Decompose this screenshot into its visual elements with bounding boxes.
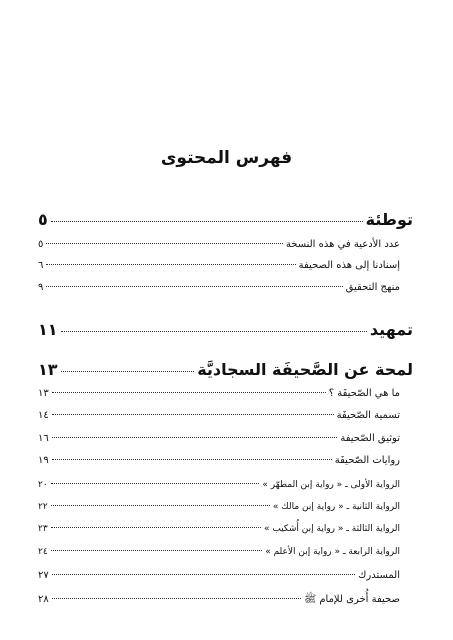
toc-entry[interactable]	[38, 360, 413, 379]
toc-entry-label: الرواية الأولى ـ « رواية إبن المطهّر »	[262, 480, 400, 490]
toc-entry-label: روايات الصّحيفَة	[334, 455, 400, 466]
toc-entry-page: ١٩	[38, 455, 49, 466]
toc-entry[interactable]	[38, 239, 400, 250]
toc-leader-dots	[52, 458, 332, 460]
toc-entry-page: ٢٨	[38, 594, 49, 605]
toc-entry[interactable]	[38, 547, 400, 557]
toc-entry[interactable]	[38, 410, 400, 421]
toc-entry[interactable]	[38, 320, 413, 339]
toc-leader-dots	[51, 504, 270, 506]
toc-leader-dots	[46, 263, 295, 265]
toc-entry-page: ٢٠	[38, 480, 48, 490]
toc-entry[interactable]	[38, 455, 400, 466]
toc-entry-page: ٢٤	[38, 547, 48, 557]
toc-leader-dots	[51, 526, 261, 528]
toc-entry[interactable]	[38, 593, 400, 607]
toc-leader-dots	[51, 482, 260, 484]
toc-entry-page: ١٤	[38, 410, 49, 421]
page-title: فهرس المحتوى	[160, 148, 293, 168]
toc-leader-dots	[46, 242, 283, 244]
toc-leader-dots	[51, 220, 363, 222]
toc-entry-label: الرواية الرابعة ـ « رواية إبن الأعلم »	[265, 547, 400, 557]
toc-entry-label: تمهيد	[369, 320, 413, 339]
toc-entry-page: ٥	[38, 239, 44, 250]
toc-leader-dots	[46, 285, 342, 287]
toc-entry[interactable]	[38, 388, 400, 399]
toc-entry-page: ٩	[38, 282, 44, 293]
toc-leader-dots	[51, 549, 263, 551]
toc-entry-page: ١١	[38, 320, 58, 339]
toc-entry[interactable]	[38, 260, 400, 271]
toc-entry-label: المستدرك	[358, 570, 400, 581]
toc-entry[interactable]	[38, 433, 400, 444]
toc-entry-label: توثيق الصّحيفة	[340, 433, 400, 444]
toc-entry-page: ٢٧	[38, 570, 49, 581]
toc-leader-dots	[52, 436, 338, 438]
toc-entry-label: إسنادنا إلى هذه الصحيفة	[298, 260, 400, 271]
toc-entry[interactable]	[38, 524, 400, 534]
toc-entry-label: الرواية الثالثة ـ « رواية إبن أُشكيب »	[264, 524, 400, 534]
toc-entry[interactable]	[38, 282, 400, 293]
toc-entry-page: ٢٣	[38, 524, 48, 534]
toc-entry-page: ١٣	[38, 360, 58, 379]
toc-leader-dots	[52, 573, 355, 575]
toc-entry-label: توطئة	[365, 210, 413, 229]
toc-entry[interactable]	[38, 210, 413, 229]
toc-entry-label: الرواية الثانية ـ « رواية إبن مالك »	[272, 502, 400, 512]
toc-entry-page: ١٣	[38, 388, 49, 399]
toc-leader-dots	[52, 597, 301, 599]
toc-leader-dots	[52, 413, 334, 415]
toc-leader-dots	[52, 391, 326, 393]
toc-entry[interactable]	[38, 570, 400, 581]
toc-entry-label: تسمية الصّحيفَة	[336, 410, 400, 421]
toc-entry[interactable]	[38, 502, 400, 512]
toc-leader-dots	[61, 330, 367, 332]
toc-entry-label: ما هي الصّحيفَة ؟	[328, 388, 400, 399]
toc-entry-label: صحيفة أُخرى للإمام ﷺ	[304, 594, 400, 605]
toc-entry[interactable]	[38, 480, 400, 490]
toc-entry-label: منهج التحقيق	[345, 282, 400, 293]
toc-entry-label: عدد الأدعية في هذه النسخة	[285, 239, 400, 250]
toc-entry-page: ٥	[38, 210, 48, 229]
toc-entry-page: ٢٢	[38, 502, 48, 512]
toc-leader-dots	[61, 370, 195, 372]
toc-entry-page: ١٦	[38, 433, 49, 444]
toc-entry-page: ٦	[38, 260, 44, 271]
toc-entry-label: لمحة عن الصَّحيفَة السجاديَّة	[197, 360, 413, 379]
